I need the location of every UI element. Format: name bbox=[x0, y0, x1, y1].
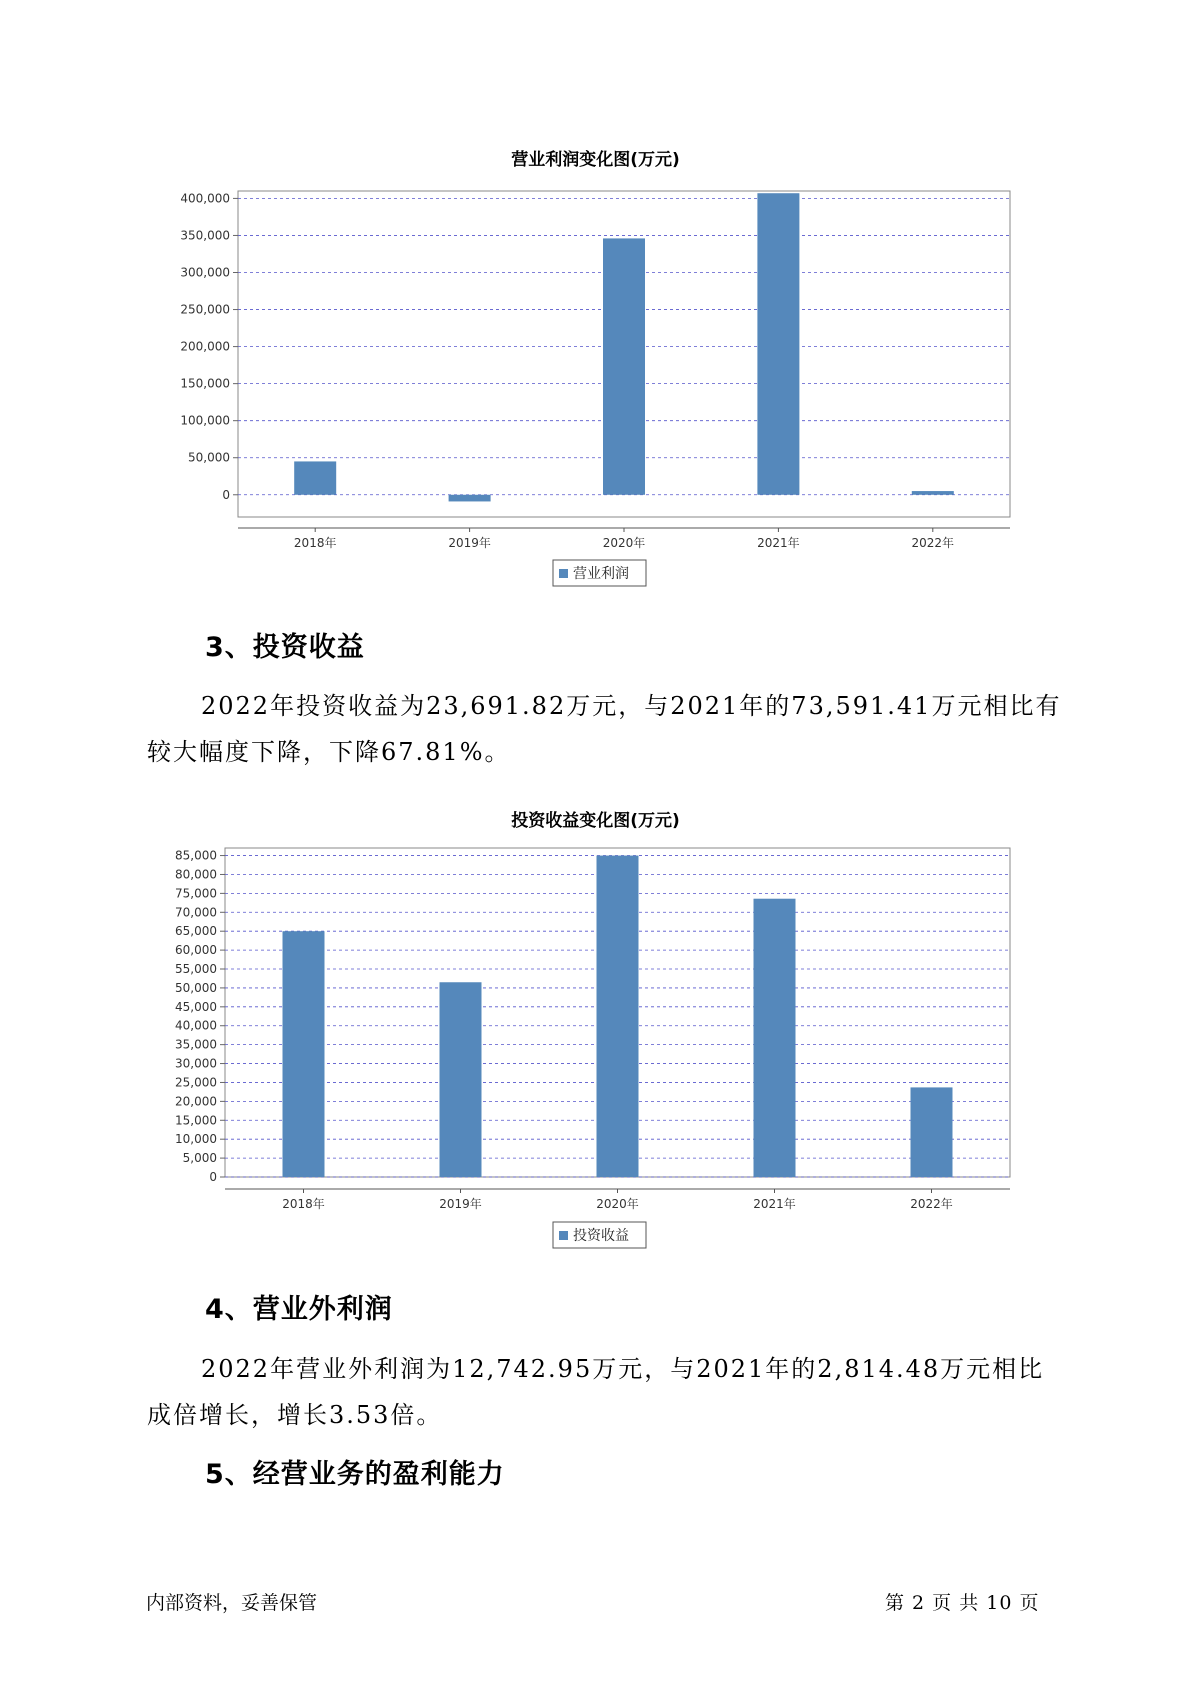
y-tick-label: 300,000 bbox=[180, 265, 230, 280]
section5-heading: 5、经营业务的盈利能力 bbox=[205, 1459, 505, 1490]
x-tick-label: 2022年 bbox=[910, 1197, 953, 1211]
bar-2021年 bbox=[754, 899, 796, 1177]
y-tick-label: 10,000 bbox=[175, 1132, 217, 1147]
y-tick-label: 50,000 bbox=[188, 450, 230, 465]
y-tick-label: 80,000 bbox=[175, 867, 217, 882]
x-tick-label: 2019年 bbox=[448, 536, 491, 550]
x-tick-label: 2020年 bbox=[602, 536, 646, 550]
x-tick-label: 2022年 bbox=[911, 536, 955, 550]
y-tick-label: 60,000 bbox=[175, 943, 217, 958]
y-tick-label: 40,000 bbox=[175, 1018, 217, 1033]
y-tick-label: 0 bbox=[222, 487, 230, 502]
x-tick-label: 2018年 bbox=[293, 536, 337, 550]
y-tick-label: 20,000 bbox=[175, 1094, 217, 1109]
section3-heading: 3、投资收益 bbox=[205, 632, 365, 663]
y-tick-label: 400,000 bbox=[180, 191, 230, 206]
section3-text: 2022年投资收益为23,691.82万元，与2021年的73,591.41万元相比有较大幅度下降，下降67.81%。 bbox=[147, 692, 1062, 766]
y-tick-label: 85,000 bbox=[175, 848, 217, 863]
bar-2022年 bbox=[911, 1087, 953, 1177]
section4-text: 2022年营业外利润为12,742.95万元，与2021年的2,814.48万元相比成倍增长，增长3.53倍。 bbox=[147, 1355, 1045, 1429]
x-tick-label: 2018年 bbox=[282, 1197, 325, 1211]
y-tick-label: 5,000 bbox=[182, 1151, 217, 1166]
y-tick-label: 15,000 bbox=[175, 1113, 217, 1128]
legend-label: 投资收益 bbox=[573, 1228, 629, 1244]
footer-confidential-note: 内部资料，妥善保管 bbox=[146, 1592, 318, 1614]
bar-2020年 bbox=[597, 856, 639, 1177]
x-tick-label: 2020年 bbox=[596, 1197, 639, 1211]
chart1-title: 营业利润变化图(万元) bbox=[511, 150, 680, 170]
x-tick-label: 2019年 bbox=[439, 1197, 482, 1211]
x-tick-label: 2021年 bbox=[757, 536, 800, 550]
y-tick-label: 0 bbox=[209, 1170, 217, 1184]
y-tick-label: 200,000 bbox=[180, 339, 230, 354]
y-tick-label: 45,000 bbox=[175, 999, 217, 1014]
y-tick-label: 350,000 bbox=[180, 228, 230, 243]
section4-heading: 4、营业外利润 bbox=[205, 1294, 393, 1325]
legend bbox=[553, 1222, 646, 1248]
chart2-title: 投资收益变化图(万元) bbox=[511, 811, 680, 831]
y-tick-label: 55,000 bbox=[175, 962, 217, 977]
y-tick-label: 25,000 bbox=[175, 1075, 217, 1090]
footer-page-number: 第 2 页 共 10 页 bbox=[885, 1592, 1040, 1614]
y-tick-label: 35,000 bbox=[175, 1037, 217, 1052]
bar-2018年 bbox=[283, 931, 325, 1177]
legend-label: 营业利润 bbox=[573, 566, 629, 582]
y-tick-label: 70,000 bbox=[175, 905, 217, 920]
y-tick-label: 150,000 bbox=[180, 376, 230, 391]
bar-2019年 bbox=[440, 982, 482, 1177]
y-tick-label: 250,000 bbox=[180, 302, 230, 317]
legend-swatch bbox=[559, 1231, 568, 1240]
y-tick-label: 100,000 bbox=[180, 413, 230, 428]
y-tick-label: 50,000 bbox=[175, 980, 217, 995]
y-tick-label: 65,000 bbox=[175, 924, 217, 939]
y-tick-label: 75,000 bbox=[175, 886, 217, 901]
x-tick-label: 2021年 bbox=[753, 1197, 796, 1211]
y-tick-label: 30,000 bbox=[175, 1056, 217, 1071]
